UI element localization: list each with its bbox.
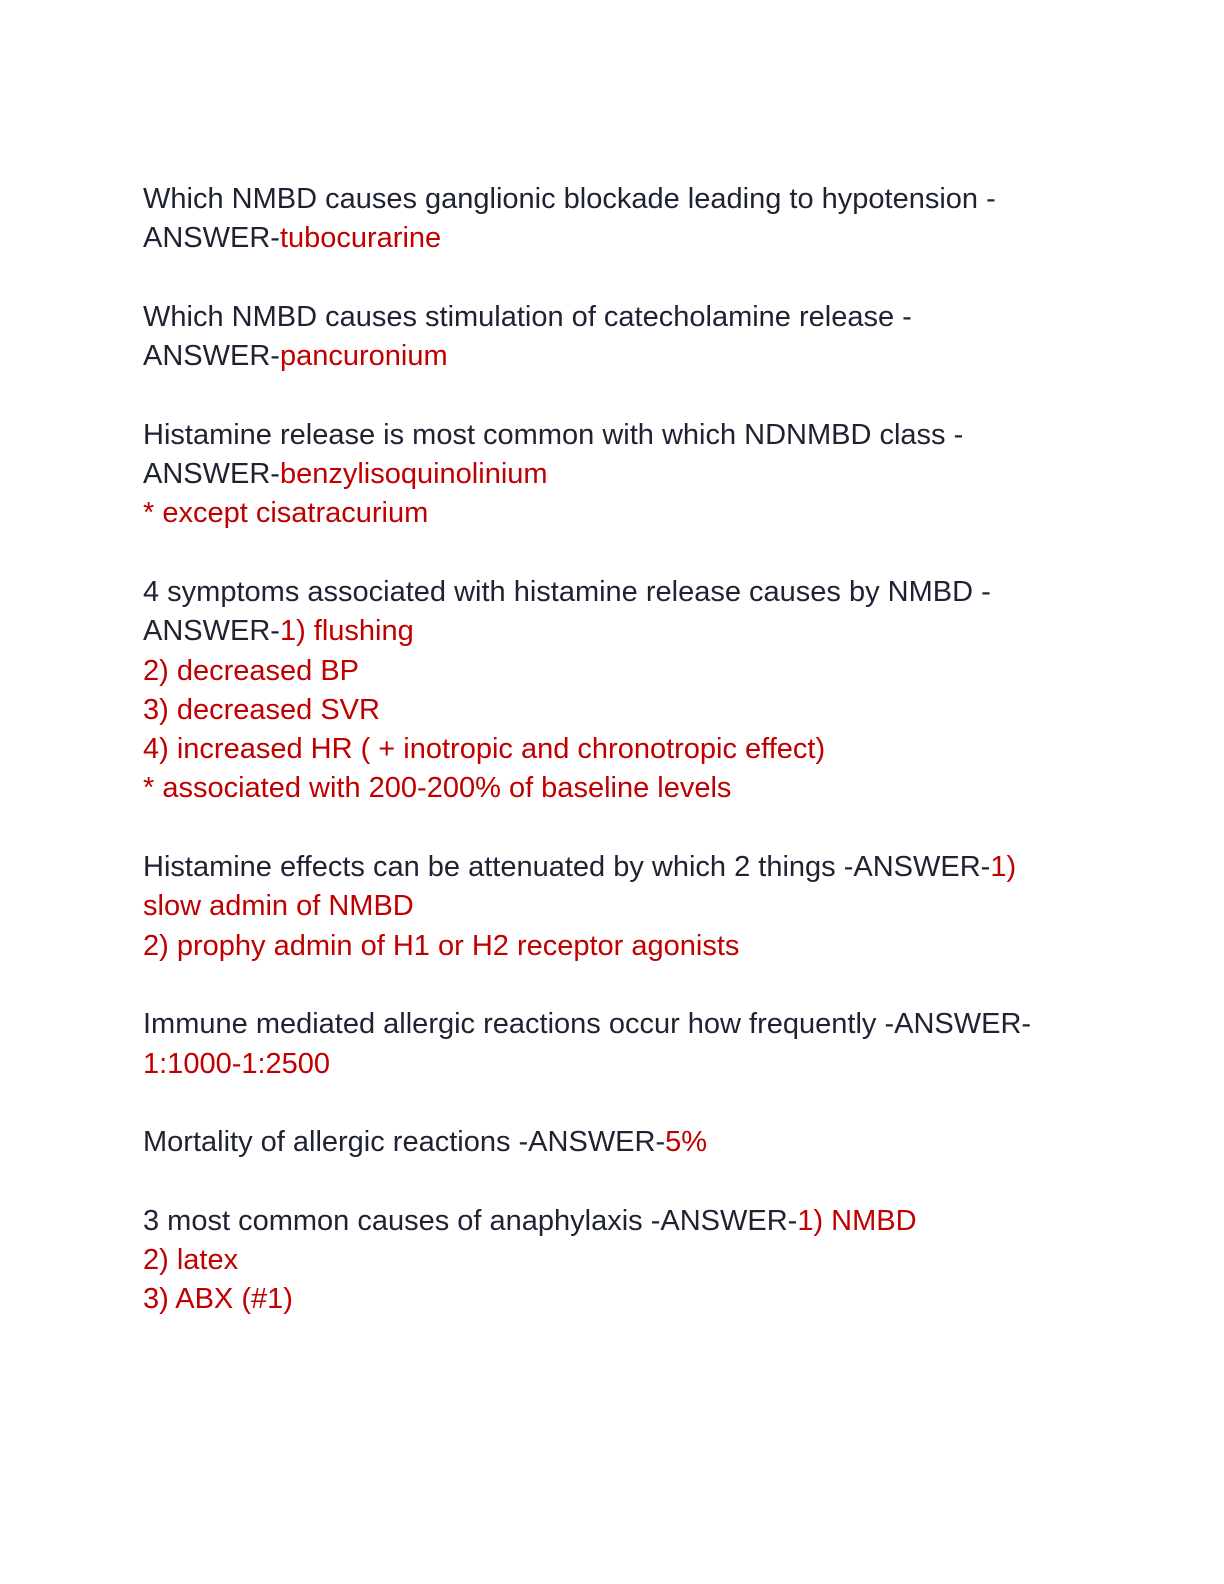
answer-prefix: ANSWER-: [143, 615, 280, 648]
qa-entry-histamine-attenuation: [143, 848, 1143, 966]
answer-text: pancuronium: [279, 340, 448, 373]
answer-note: * associated with 200-200% of baseline levels: [143, 772, 732, 805]
answer-text: benzylisoquinolinium: [279, 458, 548, 491]
answer-text: tubocurarine: [279, 222, 442, 255]
answer-prefix: ANSWER-: [143, 458, 280, 491]
answer-line: [143, 612, 1143, 651]
answer-list-item: slow admin of NMBD: [143, 890, 414, 923]
question-text: Which NMBD causes ganglionic blockade leading to hypotension -: [143, 183, 996, 215]
answer-list-item: 3) decreased SVR: [143, 693, 380, 726]
answer-list-item: 2) decreased BP: [143, 654, 360, 687]
question-text: 3 most common causes of anaphylaxis -ANSWER-: [143, 1204, 798, 1237]
qa-entry-anaphylaxis-causes: [143, 1202, 1143, 1320]
question-text: Immune mediated allergic reactions occur how frequently -ANSWER-: [143, 1008, 1032, 1041]
question-text: Histamine effects can be attenuated by which 2 things -ANSWER-: [143, 851, 991, 884]
question-text: 4 symptoms associated with histamine release causes by NMBD -: [143, 575, 991, 608]
qa-entry-allergic-mortality: [143, 1123, 1143, 1162]
question-text: Mortality of allergic reactions -ANSWER-: [143, 1126, 666, 1159]
qa-entry-allergic-frequency: [143, 1005, 1143, 1084]
question-line: [143, 1123, 1143, 1162]
question-text: Which NMBD causes stimulation of catecholamine release -: [143, 300, 912, 333]
answer-list-item: 2) latex: [143, 1244, 239, 1277]
qa-entry-ganglionic-blockade: [143, 180, 1143, 259]
answer-text: 1) flushing: [279, 615, 414, 648]
answer-prefix: ANSWER-: [143, 340, 280, 373]
answer-prefix: ANSWER-: [143, 222, 280, 255]
answer-text: 5%: [665, 1126, 708, 1159]
question-text: Histamine release is most common with which NDNMBD class -: [143, 418, 964, 451]
answer-list-item: 2) prophy admin of H1 or H2 receptor agonists: [143, 929, 740, 962]
question-line: [143, 848, 1143, 887]
answer-text: 1:1000-1:2500: [143, 1047, 331, 1080]
answer-text: 1) NMBD: [797, 1204, 917, 1237]
qa-entry-histamine-symptoms: [143, 573, 1143, 809]
answer-line: [143, 337, 1143, 376]
question-line: [143, 1202, 1143, 1241]
answer-list-item: 3) ABX (#1): [143, 1283, 293, 1316]
answer-text: 1): [990, 851, 1017, 884]
answer-line: [143, 219, 1143, 258]
answer-list-item: 4) increased HR ( + inotropic and chronotropic effect): [143, 733, 826, 766]
answer-note: * except cisatracurium: [143, 497, 429, 530]
document-page: [143, 180, 1143, 1320]
qa-entry-histamine-class: [143, 416, 1143, 534]
qa-entry-catecholamine-release: [143, 298, 1143, 377]
answer-line: [143, 455, 1143, 494]
